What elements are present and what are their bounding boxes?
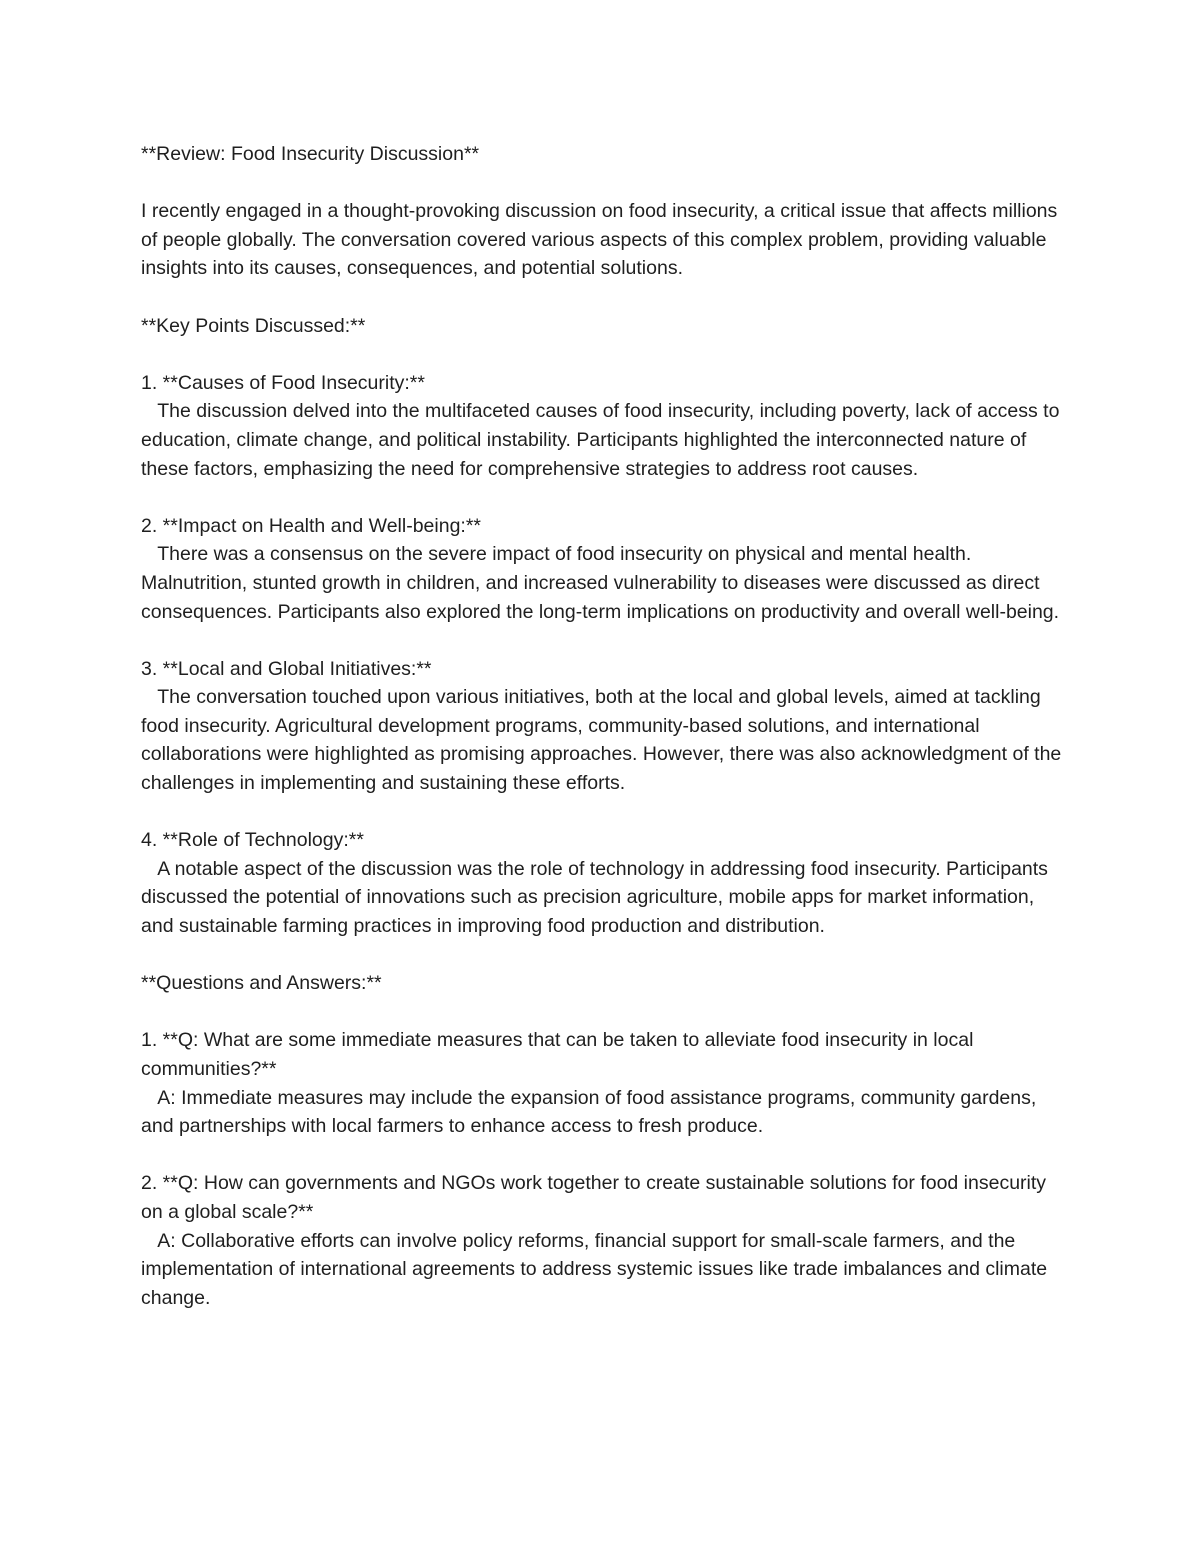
key-point-3 <box>141 655 1071 798</box>
key-point-heading: 3. **Local and Global Initiatives:** <box>141 657 432 680</box>
qa-answer: A: Collaborative efforts can involve policy reforms, financial support for small-scale farmers, and the implementation of international agreements to address systemic issues like trade imbalances and climate change. <box>141 1229 1053 1309</box>
key-point-2 <box>141 512 1071 626</box>
key-point-body: There was a consensus on the severe impact of food insecurity on physical and mental health. Malnutrition, stunted growth in children, and increased vulnerability to diseases were discussed as direct consequences. Participants also explored the long-term implications on productivity and overall well-being. <box>141 543 1060 623</box>
document-page <box>141 140 1071 1312</box>
qa-answer: A: Immediate measures may include the expansion of food assistance programs, community gardens, and partnerships with local farmers to enhance access to fresh produce. <box>141 1086 1042 1138</box>
key-point-1 <box>141 369 1071 483</box>
key-point-heading: 1. **Causes of Food Insecurity:** <box>141 371 425 394</box>
key-points-heading: **Key Points Discussed:** <box>141 314 366 337</box>
key-point-body: The conversation touched upon various initiatives, both at the local and global levels, aimed at tackling food insecurity. Agricultural development programs, community-based solutions, and international collaborations were highlighted as promising approaches. However, there was also acknowledgment of the challenges in implementing and sustaining these efforts. <box>141 686 1067 795</box>
qa-item-1 <box>141 1026 1071 1140</box>
qa-item-2 <box>141 1169 1071 1312</box>
key-point-heading: 2. **Impact on Health and Well-being:** <box>141 514 482 537</box>
key-point-heading: 4. **Role of Technology:** <box>141 829 364 852</box>
key-point-4 <box>141 826 1071 940</box>
document-title: **Review: Food Insecurity Discussion** <box>141 143 480 165</box>
qa-question: 2. **Q: How can governments and NGOs work together to create sustainable solutions for food insecurity on a global scale?** <box>141 1172 1052 1223</box>
qa-question: 1. **Q: What are some immediate measures that can be taken to alleviate food insecurity in local communities?** <box>141 1029 979 1080</box>
key-point-body: A notable aspect of the discussion was the role of technology in addressing food insecurity. Participants discussed the potential of innovations such as precision agriculture, mobile apps for market information, and sustainable farming practices in improving food production and distribution. <box>141 857 1054 938</box>
intro-paragraph: I recently engaged in a thought-provoking discussion on food insecurity, a critical issue that affects millions of people globally. The conversation covered various aspects of this complex problem, providing valuable insights into its causes, consequences, and potential solutions. <box>141 200 1063 280</box>
qa-heading: **Questions and Answers:** <box>141 972 382 995</box>
key-point-body: The discussion delved into the multifaceted causes of food insecurity, including poverty, lack of access to education, climate change, and political instability. Participants highlighted the interconnected nature of these factors, emphasizing the need for comprehensive strategies to address root causes. <box>141 400 1065 480</box>
